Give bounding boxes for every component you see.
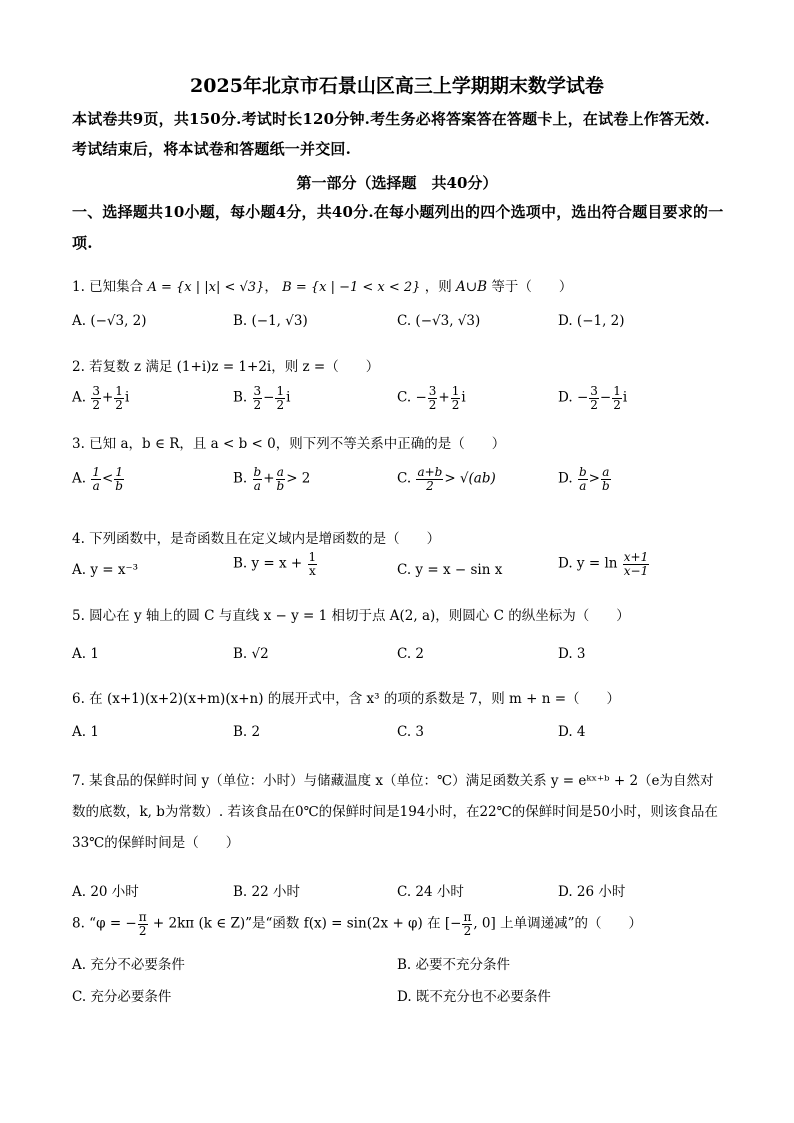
q3-option-b-label: B. bbox=[233, 470, 248, 487]
q3-a-frac1: $\frac{1}{a}$ bbox=[92, 465, 100, 493]
q7-option-d[interactable]: D. 26 小时 bbox=[558, 884, 626, 900]
q2-a-frac2: $\frac{1}{2}$ bbox=[115, 384, 123, 412]
q6-option-b[interactable]: B. 2 bbox=[233, 724, 261, 740]
question-6-stem: 6. 在 (x+1)(x+2)(x+m)(x+n) 的展开式中，含 x³ 的项的系数是 7，则 m + n =（ ） bbox=[72, 691, 621, 707]
q1-text-b: ，则 bbox=[424, 279, 452, 295]
q2-option-d[interactable]: D. − $\frac{3}{2}$ − $\frac{1}{2}$ i bbox=[558, 384, 628, 412]
q4-b-frac: $\frac{1}{x}$ bbox=[308, 550, 317, 578]
q5-option-b[interactable]: B. √2 bbox=[233, 646, 269, 662]
q1-union: A∪B bbox=[456, 279, 488, 295]
q4-option-b[interactable] bbox=[233, 551, 318, 577]
q2-c-frac1: $\frac{3}{2}$ bbox=[428, 384, 437, 412]
question-8-stem bbox=[72, 911, 642, 937]
q2-option-c[interactable]: C. − $\frac{3}{2}$ + $\frac{1}{2}$ i bbox=[397, 384, 466, 412]
q1-text-a: 1. 已知集合 bbox=[72, 279, 144, 295]
q3-option-c-label: C. bbox=[397, 470, 412, 487]
q2-option-d-label: D. bbox=[558, 389, 573, 406]
q1-option-d[interactable]: D. (−1, 2) bbox=[558, 313, 625, 329]
q2-d-frac2: $\frac{1}{2}$ bbox=[613, 384, 621, 412]
q3-a-frac2: $\frac{1}{b}$ bbox=[115, 465, 123, 493]
q3-d-frac1: $\frac{b}{a}$ bbox=[578, 465, 587, 493]
q6-option-a[interactable]: A. 1 bbox=[72, 724, 99, 740]
q2-option-b[interactable]: B. $\frac{3}{2}$ − $\frac{1}{2}$ i bbox=[233, 384, 291, 412]
q1-text-c: 等于（ ） bbox=[491, 279, 573, 295]
question-7-stem: 7. 某食品的保鲜时间 y（单位：小时）与储藏温度 x（单位：℃）满足函数关系 y = eᵏˣ⁺ᵇ + 2（e为自然对数的底数，k, b为常数）. 若该食品在0℃的保鲜时间是194小时，在22℃的保鲜时间是50小时，则该食品在33℃的保鲜时间是（ ） bbox=[72, 773, 718, 851]
section-title: 第一部分（选择题 共40分） bbox=[296, 174, 498, 192]
question-2-stem: 2. 若复数 z 满足 (1+i)z = 1+2i，则 z =（ ） bbox=[72, 359, 380, 375]
q3-b-frac2: $\frac{a}{b}$ bbox=[276, 465, 285, 493]
q7-option-c[interactable]: C. 24 小时 bbox=[397, 884, 464, 900]
question-1-stem: 1. 已知集合 A = {x | |x| < √3}， B = {x | −1 < x < 2} ，则 A∪B 等于（ ） bbox=[72, 279, 573, 295]
q4-option-a[interactable]: A. y = x⁻³ bbox=[72, 562, 139, 578]
q1-option-b[interactable]: B. (−1, √3) bbox=[233, 313, 308, 329]
q1-set-b: B = {x | −1 < x < 2} bbox=[282, 280, 421, 295]
q2-option-a-label: A. bbox=[72, 389, 87, 406]
q1-set-a: A = {x | |x| < √3} bbox=[147, 280, 265, 295]
section-instructions: 一、选择题共10小题，每小题4分，共40分.在每小题列出的四个选项中，选出符合题目要求的一项. bbox=[72, 203, 724, 252]
q5-option-d[interactable]: D. 3 bbox=[558, 646, 586, 662]
q8-option-d[interactable]: D. 既不充分也不必要条件 bbox=[397, 989, 551, 1005]
q3-d-frac2: $\frac{a}{b}$ bbox=[601, 465, 610, 493]
q4-option-d[interactable] bbox=[558, 551, 650, 577]
q8-text-a: 8. “φ = − bbox=[72, 915, 137, 932]
q8-option-c[interactable]: C. 充分必要条件 bbox=[72, 989, 172, 1005]
q3-option-b[interactable]: B. $\frac{b}{a}$ + $\frac{a}{b}$ > 2 bbox=[233, 465, 311, 493]
q5-option-c[interactable]: C. 2 bbox=[397, 646, 425, 662]
exam-intro: 本试卷共9页，共150分.考试时长120分钟.考生务必将答案答在答题卡上，在试卷上作答无效.考试结束后，将本试卷和答题纸一并交回. bbox=[72, 110, 710, 158]
q8-option-a[interactable]: A. 充分不必要条件 bbox=[72, 957, 185, 973]
q8-text-c: , 0] 上单调递减”的（ ） bbox=[473, 915, 642, 932]
q5-option-a[interactable]: A. 1 bbox=[72, 646, 99, 662]
q8-option-b[interactable]: B. 必要不充分条件 bbox=[397, 957, 511, 973]
q3-option-a-label: A. bbox=[72, 470, 87, 487]
q6-option-c[interactable]: C. 3 bbox=[397, 724, 425, 740]
q3-b-frac1: $\frac{b}{a}$ bbox=[253, 465, 262, 493]
q2-a-frac1: $\frac{3}{2}$ bbox=[92, 384, 100, 412]
q2-c-frac2: $\frac{1}{2}$ bbox=[451, 384, 460, 412]
q4-option-c[interactable]: C. y = x − sin x bbox=[397, 562, 503, 578]
q7-option-b[interactable]: B. 22 小时 bbox=[233, 884, 300, 900]
q8-text-b: + 2kπ (k ∈ Z)”是“函数 f(x) = sin(2x + φ) 在 [− bbox=[148, 915, 462, 932]
q7-option-a[interactable]: A. 20 小时 bbox=[72, 884, 139, 900]
q1-option-a[interactable]: A. (−√3, 2) bbox=[72, 313, 147, 329]
q3-option-d[interactable]: D. $\frac{b}{a}$ > $\frac{a}{b}$ bbox=[558, 465, 610, 493]
q8-frac2: $\frac{\pi}{2}$ bbox=[463, 910, 472, 938]
page-title: 2025年北京市石景山区高三上学期期末数学试卷 bbox=[190, 75, 604, 97]
q1-option-c[interactable]: C. (−√3, √3) bbox=[397, 313, 481, 329]
q2-option-c-label: C. bbox=[397, 389, 412, 406]
q2-d-frac1: $\frac{3}{2}$ bbox=[590, 384, 598, 412]
question-3-stem: 3. 已知 a，b ∈ R，且 a < b < 0，则下列不等关系中正确的是（ ） bbox=[72, 436, 506, 452]
q6-option-d[interactable]: D. 4 bbox=[558, 724, 586, 740]
q3-option-c[interactable]: C. $\frac{a+b}{2}$ > √(ab) bbox=[397, 465, 496, 493]
q3-option-a[interactable]: A. $\frac{1}{a}$ < $\frac{1}{b}$ bbox=[72, 465, 123, 493]
question-5-stem: 5. 圆心在 y 轴上的圆 C 与直线 x − y = 1 相切于点 A(2, a)，则圆心 C 的纵坐标为（ ） bbox=[72, 608, 630, 624]
q2-option-a[interactable]: A. $\frac{3}{2}$ + $\frac{1}{2}$ i bbox=[72, 384, 130, 412]
q3-c-frac: $\frac{a+b}{2}$ bbox=[417, 465, 443, 493]
q2-b-frac1: $\frac{3}{2}$ bbox=[253, 384, 262, 412]
question-4-stem: 4. 下列函数中，是奇函数且在定义域内是增函数的是（ ） bbox=[72, 531, 441, 547]
q2-b-frac2: $\frac{1}{2}$ bbox=[276, 384, 285, 412]
q2-option-b-label: B. bbox=[233, 389, 248, 406]
q4-option-b-label: B. y = x + bbox=[233, 555, 303, 572]
q3-option-d-label: D. bbox=[558, 470, 573, 487]
q4-option-d-label: D. y = ln bbox=[558, 555, 618, 572]
q4-d-frac: $\frac{x+1}{x-1}$ bbox=[623, 550, 649, 578]
q8-frac1: $\frac{\pi}{2}$ bbox=[138, 910, 147, 938]
